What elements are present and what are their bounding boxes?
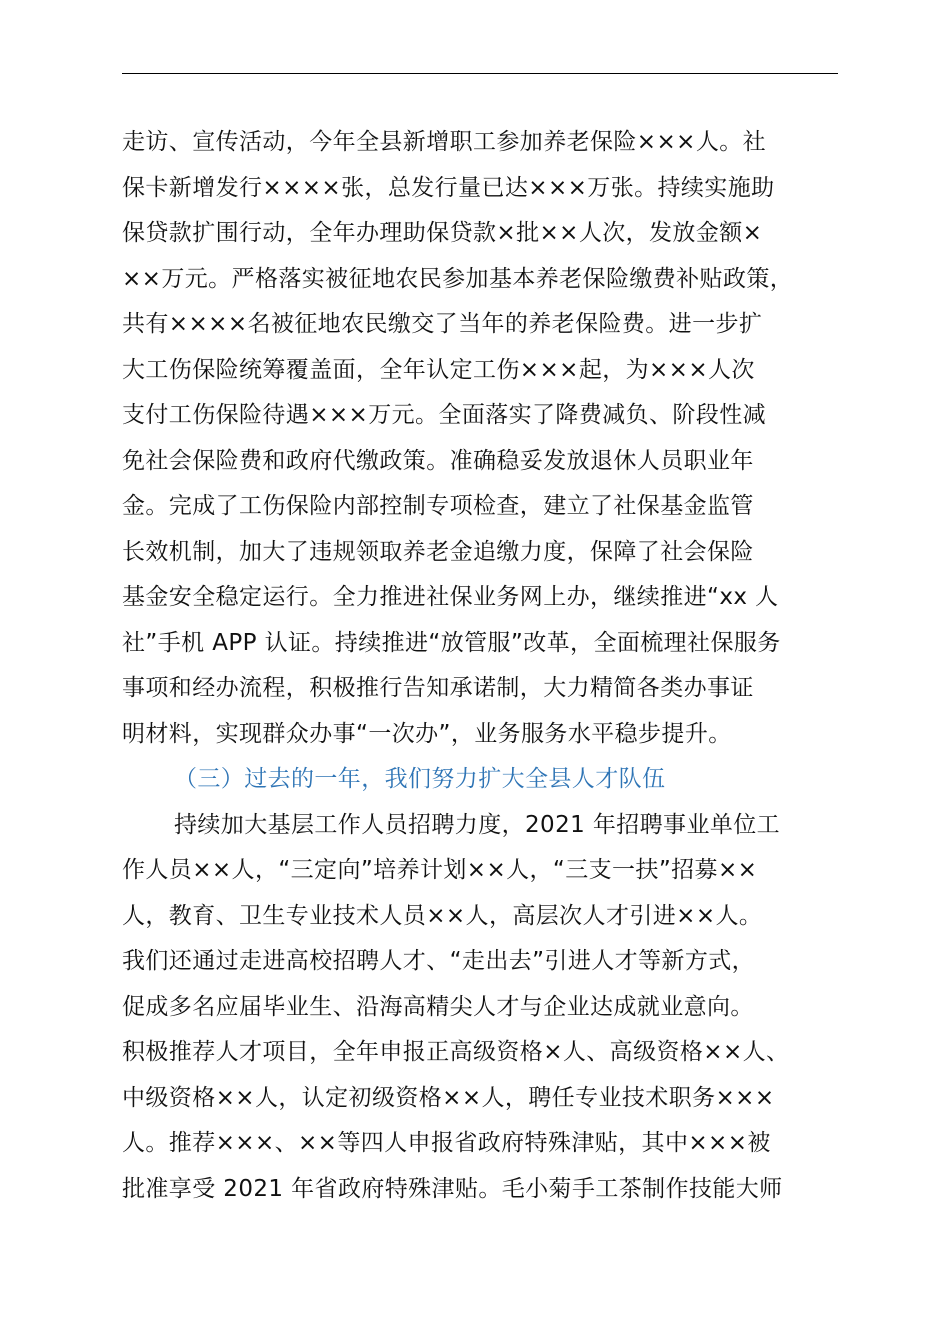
body-line: 人。推荐×××、××等四人申报省政府特殊津贴，其中×××被 — [122, 1130, 771, 1156]
body-line: 社”手机 APP 认证。持续推进“放管服”改革，全面梳理社保服务 — [122, 629, 781, 656]
section-heading: （三）过去的一年，我们努力扩大全县人才队伍 — [174, 766, 666, 792]
body-line: 作人员××人，“三定向”培养计划××人，“三支一扶”招募×× — [122, 857, 758, 883]
body-line: 金。完成了工伤保险内部控制专项检查，建立了社保基金监管 — [122, 493, 754, 519]
body-line: 保卡新增发行××××张，总发行量已达×××万张。持续实施助 — [122, 174, 775, 201]
body-line: 事项和经办流程，积极推行告知承诺制，大力精简各类办事证 — [122, 675, 754, 701]
body-line: ××万元。严格落实被征地农民参加基本养老保险缴费补贴政策， — [122, 265, 794, 292]
body-line: 中级资格××人，认定初级资格××人，聘任专业技术职务××× — [122, 1084, 775, 1111]
body-line: 保贷款扩围行动，全年办理助保贷款×批××人次，发放金额× — [122, 220, 763, 246]
body-line: 长效机制，加大了违规领取养老金追缴力度，保障了社会保险 — [122, 538, 754, 565]
body-line: 免社会保险费和政府代缴政策。准确稳妥发放退休人员职业年 — [122, 447, 754, 474]
body-line: 持续加大基层工作人员招聘力度，2021 年招聘事业单位工 — [174, 811, 781, 838]
body-line: 促成多名应届毕业生、沿海高精尖人才与企业达成就业意向。 — [122, 993, 754, 1020]
body-line: 明材料，实现群众办事“一次办”，业务服务水平稳步提升。 — [122, 720, 732, 747]
body-line: 支付工伤保险待遇×××万元。全面落实了降费减负、阶段性减 — [122, 402, 767, 428]
header-rule — [122, 73, 838, 74]
body-line: 基金安全稳定运行。全力推进社保业务网上办，继续推进“xx 人 — [122, 584, 779, 610]
body-line: 共有××××名被征地农民缴交了当年的养老保险费。进一步扩 — [122, 311, 763, 337]
body-line: 大工伤保险统筹覆盖面，全年认定工伤×××起，为×××人次 — [122, 356, 755, 383]
body-line: 人，教育、卫生专业技术人员××人，高层次人才引进××人。 — [122, 902, 763, 929]
body-line: 我们还通过走进高校招聘人才、“走出去”引进人才等新方式， — [122, 948, 756, 974]
body-line: 批准享受 2021 年省政府特殊津贴。毛小菊手工茶制作技能大师 — [122, 1175, 783, 1202]
document-body — [122, 120, 847, 1212]
body-line: 积极推荐人才项目，全年申报正高级资格×人、高级资格××人、 — [122, 1039, 790, 1065]
body-line: 走访、宣传活动，今年全县新增职工参加养老保险×××人。社 — [122, 129, 767, 155]
